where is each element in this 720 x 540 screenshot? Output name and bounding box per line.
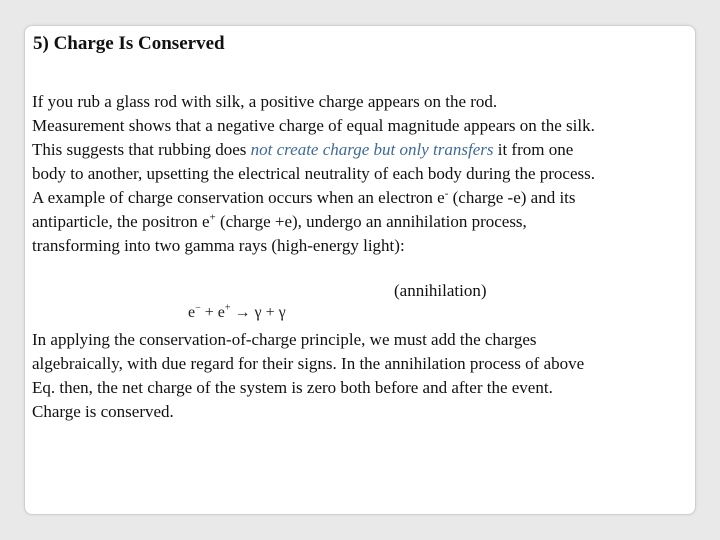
text-line: If you rub a glass rod with silk, a positive charge appears on the rod. bbox=[32, 92, 498, 111]
text-segment: it from one bbox=[493, 140, 574, 159]
highlighted-phrase: not create charge but only transfers bbox=[250, 140, 494, 159]
equation-term: + e bbox=[200, 304, 225, 321]
annihilation-equation bbox=[188, 304, 286, 322]
paragraph-intro bbox=[32, 90, 694, 258]
text-line: algebraically, with due regard for their signs. In the annihilation process of above bbox=[32, 354, 585, 373]
charge-superscript: + bbox=[209, 211, 216, 224]
text-line: Charge is conserved. bbox=[32, 402, 174, 421]
text-segment: antiparticle, the positron e bbox=[32, 212, 210, 231]
slide-panel bbox=[24, 25, 696, 515]
text-line: transforming into two gamma rays (high-energy light): bbox=[32, 236, 405, 255]
text-segment: (charge +e), undergo an annihilation process, bbox=[215, 212, 527, 231]
text-line bbox=[32, 210, 694, 234]
text-line: Eq. then, the net charge of the system is zero both before and after the event. bbox=[32, 378, 553, 397]
charge-superscript: - bbox=[444, 187, 449, 200]
slide-title: 5) Charge Is Conserved bbox=[33, 33, 225, 54]
text-segment: (charge -e) and its bbox=[448, 188, 576, 207]
text-segment: A example of charge conservation occurs when an electron e bbox=[32, 188, 445, 207]
text-line: Measurement shows that a negative charge of equal magnitude appears on the silk. bbox=[32, 116, 595, 135]
text-line bbox=[32, 186, 694, 210]
equation-term: → γ + γ bbox=[230, 304, 286, 321]
equation-superscript: + bbox=[224, 302, 231, 314]
text-segment: This suggests that rubbing does bbox=[32, 140, 251, 159]
text-line bbox=[32, 138, 694, 162]
equation-label: (annihilation) bbox=[394, 281, 487, 300]
equation-superscript: − bbox=[195, 302, 201, 314]
equation-term: e bbox=[188, 304, 196, 321]
paragraph-conclusion bbox=[32, 328, 694, 424]
text-line: body to another, upsetting the electrical neutrality of each body during the process. bbox=[32, 164, 595, 183]
text-line: In applying the conservation-of-charge principle, we must add the charges bbox=[32, 330, 537, 349]
